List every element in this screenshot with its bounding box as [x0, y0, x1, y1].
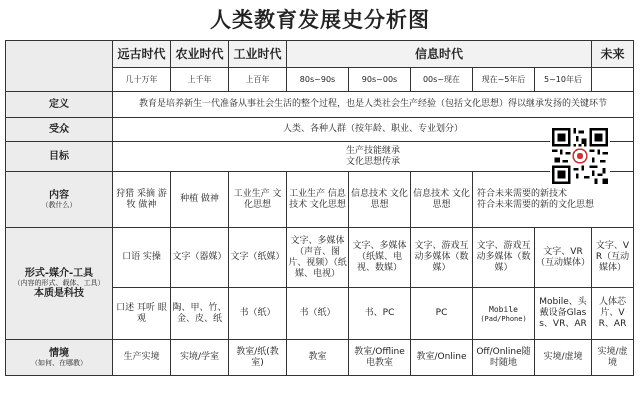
form-label: 形式-媒介-工具: [24, 268, 94, 279]
tool-cell: Mobile、头戴设备Glass、VR、AR: [535, 288, 592, 340]
scene-cell: 实境/虚境: [592, 340, 634, 376]
content-future-line-1: 符合未来需要的新技术: [477, 188, 568, 199]
tool-cell: 人体芯片、VR、AR: [592, 288, 634, 340]
content-cell: 信息技术 文化思想: [349, 172, 411, 228]
period-cell: 90s~00s: [349, 68, 411, 92]
period-cell: 5~10年后: [535, 68, 592, 92]
period-cell: 上千年: [171, 68, 229, 92]
period-cell: 80s~90s: [287, 68, 349, 92]
scene-sublabel: （如何、在哪教）: [31, 358, 87, 367]
page-title: 人类教育发展史分析图: [210, 8, 430, 32]
tool-cell: 书（纸）: [229, 288, 287, 340]
content-sublabel: （教什么）: [41, 200, 77, 209]
scene-cell: 生产实境: [113, 340, 171, 376]
era-information: 信息时代: [287, 41, 592, 68]
media-cell: 文字、多媒体（声音、图片、视频）（纸媒、电视）: [287, 228, 349, 288]
scene-cell: 实境/虚境: [535, 340, 592, 376]
media-cell: 文字、VR（互动媒体）: [592, 228, 634, 288]
media-cell: 文字、VR（互动媒体）: [535, 228, 592, 288]
tool-cell-mobile: [473, 288, 535, 340]
content-cell: 种植 做神: [171, 172, 229, 228]
goal-line-2: 文化思想传承: [345, 156, 400, 167]
form-label-2: 本质是科技: [34, 288, 84, 299]
era-industry: 工业时代: [229, 41, 287, 68]
tool-cell: 陶、甲、竹、金、皮、纸: [171, 288, 229, 340]
form-sublabel: （内容的形式、载体、工具）: [13, 279, 105, 287]
row-label-content: [6, 172, 113, 228]
era-future: 未来: [592, 41, 634, 68]
goal-line-1: 生产技能继承: [345, 145, 400, 156]
media-cell: 文字、多媒体（纸媒、电视、数媒）: [349, 228, 411, 288]
era-agriculture: 农业时代: [171, 41, 229, 68]
scene-cell: 教室: [287, 340, 349, 376]
row-label-scene: [6, 340, 113, 376]
media-cell: 口语 实操: [113, 228, 171, 288]
media-cell: 文字（纸媒）: [229, 228, 287, 288]
period-cell: 上百年: [229, 68, 287, 92]
content-future-line-2: 符合未来需要的新的文化思想: [477, 199, 595, 210]
media-cell: 文字、游戏互动多媒体（数媒）: [473, 228, 535, 288]
period-cell: 几十万年: [113, 68, 171, 92]
content-cell: 狩猎 采摘 游牧 做神: [113, 172, 171, 228]
era-ancient: 远古时代: [113, 41, 171, 68]
scene-cell: Off/Online随时随地: [473, 340, 535, 376]
row-label-goal: 目标: [6, 142, 113, 172]
tool-mobile-note: (Pad/Phone): [480, 314, 527, 323]
scene-cell: 实境/学室: [171, 340, 229, 376]
audience-text: 人类、各种人群（按年龄、职业、专业划分）: [113, 118, 634, 142]
scene-cell: 教室/Online: [411, 340, 473, 376]
tool-cell: 口述 耳听 眼观: [113, 288, 171, 340]
media-cell: 文字（器媒）: [171, 228, 229, 288]
period-cell: 现在~5年后: [473, 68, 535, 92]
row-label-form: [6, 228, 113, 340]
qr-code-image: [550, 126, 610, 186]
scene-cell: 教室/Offline电教室: [349, 340, 411, 376]
row-label-definition: 定义: [6, 92, 113, 118]
definition-text: 教育是培养新生一代准备从事社会生活的整个过程，也是人类社会生产经验（包括文化思想）得以继承发扬的关键环节: [113, 92, 634, 118]
tool-mobile-label: Mobile: [489, 304, 518, 314]
scene-cell: 教室/纸(教室): [229, 340, 287, 376]
history-table: [5, 40, 634, 376]
tool-cell: 书（纸）: [287, 288, 349, 340]
row-label-audience: 受众: [6, 118, 113, 142]
scene-label: 情境: [49, 347, 69, 359]
tool-cell: 书、PC: [349, 288, 411, 340]
corner-cell: [6, 41, 113, 92]
content-label: 内容: [49, 189, 69, 201]
tool-cell: PC: [411, 288, 473, 340]
content-cell: 工业生产 文化思想: [229, 172, 287, 228]
content-cell: 信息技术 文化思想: [411, 172, 473, 228]
media-cell: 文字、游戏互动多媒体（数媒）: [411, 228, 473, 288]
content-cell: 工业生产 信息技术 文化思想: [287, 172, 349, 228]
period-cell: 00s~现在: [411, 68, 473, 92]
